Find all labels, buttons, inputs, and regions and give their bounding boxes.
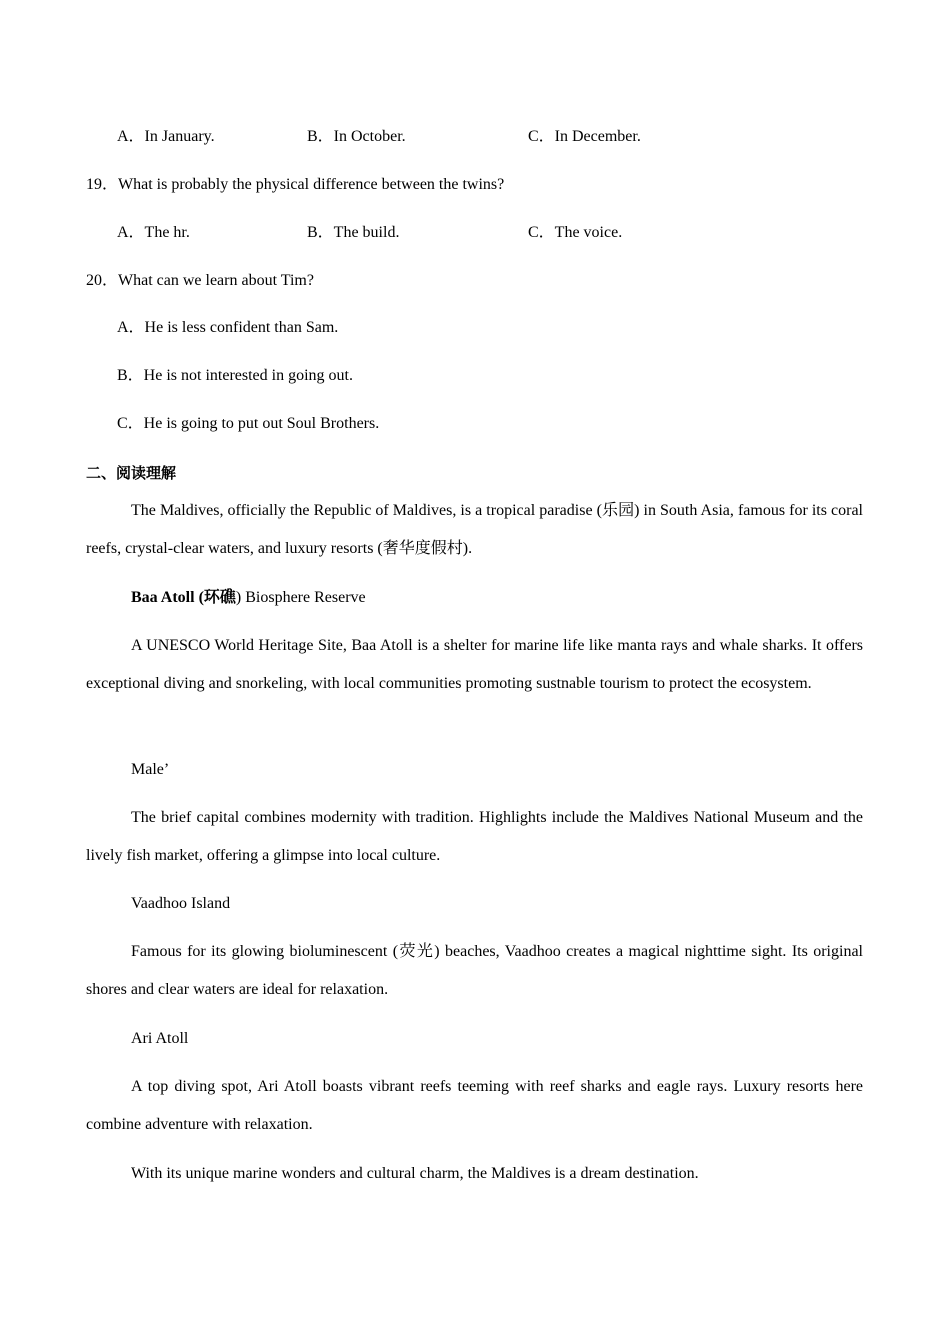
male-paragraph: The brief capital combines modernity with tradition. Highlights include the Maldives National Museum and the lively fish market, offering a glimpse into local culture. <box>86 809 863 864</box>
q18-option-c: C．In December. <box>528 128 641 145</box>
q19-question: 19．What is probably the physical difference between the twins? <box>86 176 505 193</box>
q20-question: 20．What can we learn about Tim? <box>86 272 314 289</box>
q20-option-a: A．He is less confident than Sam. <box>117 319 339 336</box>
q19-option-a: A．The hr. <box>117 224 190 241</box>
baa-atoll-heading <box>131 588 366 608</box>
baa-atoll-heading-rest: ) Biosphere Reserve <box>235 589 366 606</box>
closing-paragraph: With its unique marine wonders and cultural charm, the Maldives is a dream destination. <box>131 1165 699 1182</box>
q19-option-c: C．The voice. <box>528 224 623 241</box>
q18-option-a: A．In January. <box>117 128 215 145</box>
baa-atoll-paragraph: A UNESCO World Heritage Site, Baa Atoll is a shelter for marine life like manta rays and whale sharks. It offers exceptional diving and snorkeling, with local communities promoting sustnable tourism to protect the ecosystem. <box>86 637 863 692</box>
q19-option-b: B．The build. <box>307 224 400 241</box>
vaadhoo-paragraph: Famous for its glowing bioluminescent (荧光) beaches, Vaadhoo creates a magical nighttime sight. Its original shores and clear waters are ideal for relaxation. <box>86 943 863 998</box>
section-title: 二、阅读理解 <box>86 464 177 482</box>
q20-option-c: C．He is going to put out Soul Brothers. <box>117 415 380 432</box>
baa-atoll-heading-bold: Baa Atoll (环礁 <box>131 589 236 606</box>
ari-atoll-paragraph: A top diving spot, Ari Atoll boasts vibrant reefs teeming with reef sharks and eagle rays. Luxury resorts here combine adventure with relaxation. <box>86 1078 863 1133</box>
male-heading: Male’ <box>131 761 170 778</box>
reading-intro-paragraph: The Maldives, officially the Republic of Maldives, is a tropical paradise (乐园) in South Asia, famous for its coral reefs, crystal-clear waters, and luxury resorts (奢华度假村). <box>86 502 863 557</box>
q20-option-b: B．He is not interested in going out. <box>117 367 353 384</box>
q18-option-b: B．In October. <box>307 128 406 145</box>
ari-atoll-heading: Ari Atoll <box>131 1030 189 1047</box>
vaadhoo-heading: Vaadhoo Island <box>131 895 231 912</box>
